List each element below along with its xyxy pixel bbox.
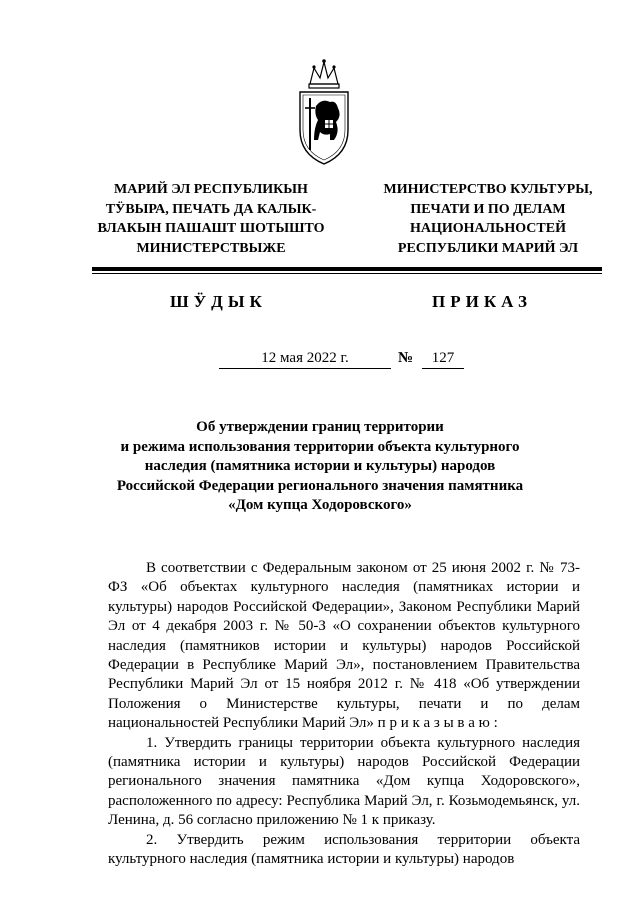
order-body [108,559,580,870]
header-left-line: МИНИСТЕРСТВЫЖЕ [136,240,286,256]
header-left-line: ТӰВЫРА, ПЕЧАТЬ ДА КАЛЫК- [105,201,317,217]
header-right-line: РЕСПУБЛИКИ МАРИЙ ЭЛ [397,240,579,256]
order-item-1: 1. Утвердить границы территории объекта культурного наследия (памятника истории и культуры) народов Российской Федерации регионального значения памятника «Дом купца Ходоровского», расположенного по адресу: Республика Марий Эл, г. Козьмодемьянск, ул. Ленина, д. 56 согласно приложению № 1 к приказу. [108,734,580,829]
order-title [110,418,530,516]
coat-of-arms-icon [296,58,352,168]
order-title-line: «Дом купца Ходоровского» [228,497,412,513]
header-left-line: ВЛАКЫН ПАШАШТ ШОТЫШТО [97,221,325,236]
order-title-line: наследия (памятника истории и культуры) народов [144,458,496,474]
header-divider-thick [92,267,602,271]
order-date: 12 мая 2022 г. [219,350,391,369]
ministry-name-mari [82,180,340,258]
order-title-line: и режима использования территории объекта культурного [120,438,520,455]
order-item-2: 2. Утвердить режим использования территории объекта культурного наследия (памятника истории и культуры) народов [108,831,580,868]
doc-type-mari: ШӰДЫК [170,292,267,311]
header-right-line: МИНИСТЕРСТВО КУЛЬТУРЫ, [383,182,593,197]
header-right-line: ПЕЧАТИ И ПО ДЕЛАМ [410,201,566,217]
header-left-line: МАРИЙ ЭЛ РЕСПУБЛИКЫН [114,182,308,197]
order-title-line: Российской Федерации регионального значения памятника [116,477,524,494]
doc-type-russian: ПРИКАЗ [432,292,532,311]
preamble-paragraph: В соответствии с Федеральным законом от 25 июня 2002 г. № 73-ФЗ «Об объектах культурного наследия (памятниках истории и культуры) народов Российской Федерации», Законом Республики Марий Эл от 4 декабря 2003 г. № 50-З «О сохранении объектов культурного наследия (памятников истории и культуры) народов Российской Федерации в Республике Марий Эл», постановлением Правительства Республики Марий Эл от 15 ноября 2012 г. № 418 «Об утверждении Положения о Министерстве культуры, печати и по делам национальностей Республики Марий Эл» п р и к а з ы в а ю : [108,560,580,732]
header-divider-thin [92,273,602,274]
order-title-line: Об утверждении границ территории [196,419,444,435]
order-number: 127 [422,350,464,369]
ministry-name-russian [368,180,608,258]
header-right-line: НАЦИОНАЛЬНОСТЕЙ [410,221,566,236]
number-sign: № [398,350,414,366]
